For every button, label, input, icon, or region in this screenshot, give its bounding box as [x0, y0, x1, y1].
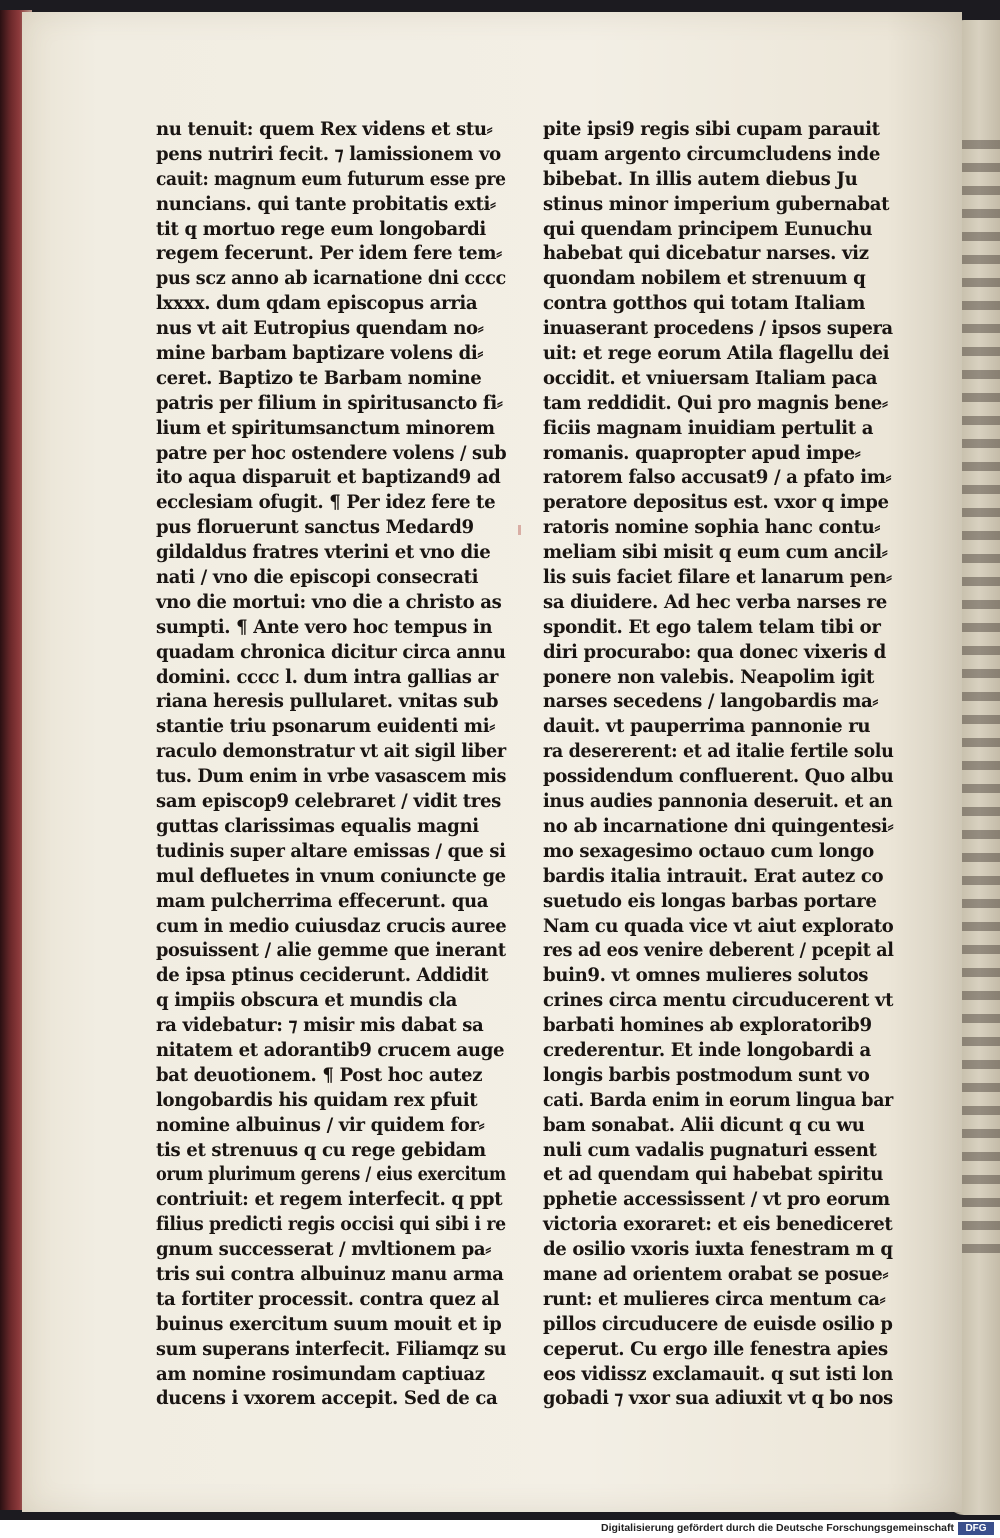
text-line: tit q mortuo rege eum longobardi	[156, 218, 486, 240]
text-line: tus. Dum enim in vrbe vasascem mis	[156, 766, 507, 788]
text-line: gobadi ⁊ vxor sua adiuxit vt q bo nos	[543, 1388, 893, 1410]
text-line: lxxxx. dum qdam episcopus arria	[156, 293, 478, 315]
following-page-text	[956, 140, 1000, 1260]
text-line: possidendum confluerent. Quo albu	[543, 766, 894, 788]
text-line: res ad eos venire deberent / pcepit al	[543, 940, 894, 962]
text-line: ficiis magnam inuidiam pertulit a	[543, 417, 874, 439]
text-line: ta fortiter processit. contra quez al	[156, 1288, 500, 1310]
text-line: crederentur. Et inde longobardi a	[543, 1039, 871, 1061]
text-line: gildaldus fratres vterini et vno die	[156, 542, 491, 564]
text-line: narses secedens / langobardis ma⸗	[543, 691, 879, 713]
text-line: buinus exercitum suum mouit et ip	[156, 1313, 502, 1335]
text-line: stantie triu psonarum euidenti mi⸗	[156, 716, 495, 738]
text-line: pite ipsi9 regis sibi cupam parauit	[543, 119, 880, 140]
text-line: quam argento circumcludens inde	[543, 143, 880, 165]
text-line: quondam nobilem et strenuum q	[543, 268, 866, 290]
text-line: ponere non valebis. Neapolim igit	[543, 666, 875, 688]
text-line: longobardis his quidam rex pfuit	[156, 1089, 478, 1111]
text-line: stinus minor imperium gubernabat	[543, 193, 890, 215]
text-line: pens nutriri fecit. ⁊ lamissionem vo	[156, 143, 501, 165]
text-line: ra desererent: et ad italie fertile solu	[543, 741, 894, 763]
text-line: raculo demonstratur vt ait sigil liber	[156, 741, 506, 763]
text-line: posuissent / alie gemme que inerant	[156, 940, 506, 962]
text-line: ceperut. Cu ergo ille fenestra apies	[543, 1338, 888, 1360]
text-line: riana heresis pullularet. vnitas sub	[156, 691, 499, 713]
text-line: eos vidissz exclamauit. q sut isti lon	[543, 1363, 894, 1385]
text-line: guttas clarissimas equalis magni	[156, 815, 479, 837]
text-line: contriuit: et regem interfecit. q ppt	[156, 1189, 503, 1211]
text-line: lium et spiritumsanctum minorem	[156, 417, 495, 439]
text-line: regem fecerunt. Per idem fere tem⸗	[156, 243, 502, 265]
text-line: filius predicti regis occisi qui sibi i re	[156, 1214, 506, 1236]
text-line: patris per filium in spiritusancto fi⸗	[156, 392, 503, 414]
text-line: de ipsa ptinus ceciderunt. Addidit	[156, 965, 489, 987]
text-line: ratorem falso accusat9 / a pfato im⸗	[543, 467, 892, 489]
right-text-column	[543, 118, 895, 1412]
text-line: cum in medio cuiusdaz crucis auree	[156, 915, 507, 937]
text-line: bat deuotionem. ¶ Post hoc autez	[156, 1064, 483, 1086]
text-line: runt: et mulieres circa mentum ca⸗	[543, 1288, 886, 1310]
text-line: domini. cccc l. dum intra gallias ar	[156, 666, 499, 688]
text-line: mine barbam baptizare volens di⸗	[156, 343, 484, 365]
text-line: gnum successerat / mvltionem pa⸗	[156, 1239, 491, 1261]
text-line: bibebat. In illis autem diebus Ju	[543, 168, 858, 190]
text-line: vno die mortui: vno die a christo as	[156, 591, 502, 613]
text-line: suetudo eis longas barbas portare	[543, 890, 877, 912]
text-line: sum superans interfecit. Filiamqz su	[156, 1338, 507, 1360]
text-line: bardis italia intrauit. Erat autez co	[543, 865, 884, 887]
text-line: crines circa mentu circuducerent vt	[543, 990, 894, 1012]
text-line: patre per hoc ostendere volens / sub	[156, 442, 507, 464]
text-line: habebat qui dicebatur narses. viz	[543, 243, 869, 265]
red-ink-mark	[518, 525, 521, 535]
text-line: bam sonabat. Alii dicunt q cu wu	[543, 1114, 865, 1136]
text-line: buin9. vt omnes mulieres solutos	[543, 965, 869, 987]
text-line: cauit: magnum eum futurum esse pre	[156, 168, 506, 190]
text-line: nati / vno die episcopi consecrati	[156, 567, 479, 589]
text-line: tris sui contra albuinuz manu arma	[156, 1263, 504, 1285]
text-line: mam pulcherrima effecerunt. qua	[156, 890, 489, 912]
text-line: nitatem et adorantib9 crucem auge	[156, 1039, 505, 1061]
text-line: dauit. vt pauperrima pannonie ru	[543, 716, 871, 738]
text-line: victoria exoraret: et eis benediceret	[543, 1214, 893, 1236]
text-line: ito aqua disparuit et baptizand9 ad	[156, 467, 501, 489]
text-line: occidit. et vniuersam Italiam paca	[543, 367, 878, 389]
text-line: nuli cum vadalis pugnaturi essent	[543, 1139, 877, 1161]
text-line: diri procurabo: qua donec vixeris d	[543, 641, 886, 663]
text-line: tudinis super altare emissas / que si	[156, 840, 506, 862]
text-line: spondit. Et ego talem telam tibi or	[543, 616, 881, 638]
text-line: ecclesiam ofugit. ¶ Per idez fere te	[156, 492, 496, 514]
text-line: longis barbis postmodum sunt vo	[543, 1064, 870, 1086]
text-line: no ab incarnatione dni quingentesi⸗	[543, 815, 894, 837]
text-line: pphetie accessissent / vt pro eorum	[543, 1189, 890, 1211]
text-line: nus vt ait Eutropius quendam no⸗	[156, 318, 484, 340]
text-line: pus scz anno ab icarnatione dni cccc	[156, 268, 506, 290]
text-line: ratoris nomine sophia hanc contu⸗	[543, 517, 881, 539]
footer-bar	[0, 1520, 1000, 1538]
left-text-column	[156, 118, 508, 1412]
funding-credit: Digitalisierung gefördert durch die Deutsche Forschungsgemeinschaft	[601, 1522, 954, 1534]
text-line: de osilio vxoris iuxta fenestram m q	[543, 1239, 893, 1261]
text-line: pus floruerunt sanctus Medard9	[156, 517, 474, 539]
text-line: uit: et rege eorum Atila flagellu dei	[543, 343, 890, 365]
text-line: orum plurimum gerens / eius exercitum	[156, 1164, 506, 1186]
text-line: qui quendam principem Eunuchu	[543, 218, 873, 240]
text-line: mo sexagesimo octauo cum longo	[543, 840, 874, 862]
text-line: mane ad orientem orabat se posue⸗	[543, 1263, 889, 1285]
text-line: sumpti. ¶ Ante vero hoc tempus in	[156, 616, 493, 638]
text-line: inus audies pannonia deseruit. et an	[543, 791, 893, 813]
text-line: meliam sibi misit q eum cum ancil⸗	[543, 542, 888, 564]
text-line: cati. Barda enim in eorum lingua bar	[543, 1089, 893, 1111]
text-line: et ad quendam qui habebat spiritu	[543, 1164, 884, 1186]
text-line: tam reddidit. Qui pro magnis bene⸗	[543, 392, 888, 414]
text-line: mul defluetes in vnum coniuncte ge	[156, 865, 506, 887]
text-line: contra gotthos qui totam Italiam	[543, 293, 865, 315]
text-line: peratore depositus est. vxor q impe	[543, 492, 889, 514]
text-line: Nam cu quada vice vt aiut explorato	[543, 915, 894, 937]
text-line: ra videbatur: ⁊ misir mis dabat sa	[156, 1015, 484, 1037]
text-line: nomine albuinus / vir quidem for⸗	[156, 1114, 485, 1136]
dfg-logo: DFG	[958, 1522, 994, 1535]
text-line: ceret. Baptizo te Barbam nomine	[156, 367, 482, 389]
text-line: romanis. quapropter apud impe⸗	[543, 442, 861, 464]
text-line: nu tenuit: quem Rex videns et stu⸗	[156, 119, 493, 140]
text-line: pillos circuducere de euisde osilio p	[543, 1313, 893, 1335]
text-line: sa diuidere. Ad hec verba narses re	[543, 591, 887, 613]
text-line: inuaserant procedens / ipsos supera	[543, 318, 893, 340]
text-line: sam episcop9 celebraret / vidit tres	[156, 791, 501, 813]
text-line: q impiis obscura et mundis cla	[156, 990, 458, 1012]
text-line: lis suis faciet filare et lanarum pen⸗	[543, 567, 892, 589]
text-line: ducens i vxorem accepit. Sed de ca	[156, 1388, 498, 1410]
text-line: am nomine rosimundam captiuaz	[156, 1363, 485, 1385]
text-line: tis et strenuus q cu rege gebidam	[156, 1139, 486, 1161]
text-line: nuncians. qui tante probitatis exti⸗	[156, 193, 496, 215]
text-line: quadam chronica dicitur circa annu	[156, 641, 506, 663]
text-line: barbati homines ab exploratorib9	[543, 1015, 872, 1037]
